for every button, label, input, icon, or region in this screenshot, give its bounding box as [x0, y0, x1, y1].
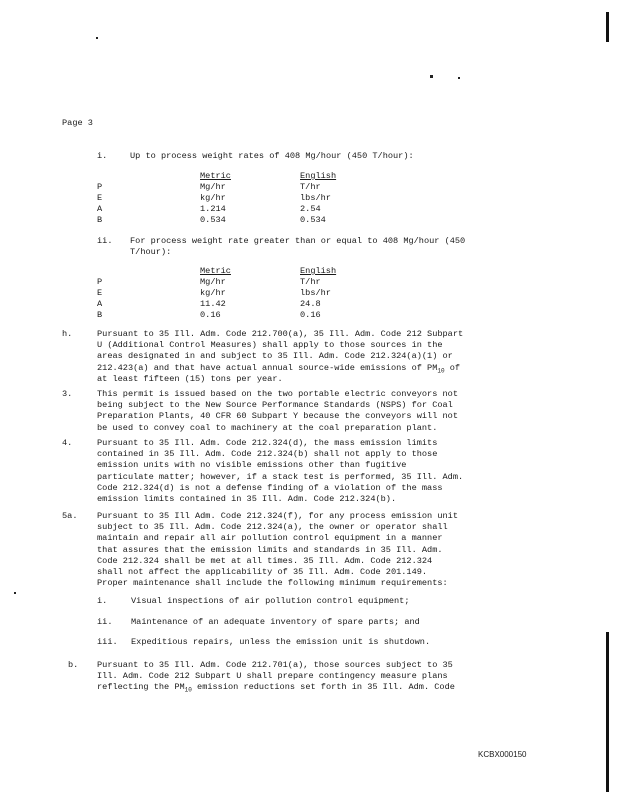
item-ii-line1: For process weight rate greater than or equal to 408 Mg/hour (450	[130, 236, 466, 246]
table-cell-metric: 11.42	[200, 299, 226, 309]
para-line: emission units with no visible emissions other than fugitive	[97, 460, 407, 471]
para-5a-body	[97, 511, 507, 589]
para-line: being subject to the New Source Performance Standards (NSPS) for Coal	[97, 400, 453, 411]
table-cell-english: 24.8	[300, 299, 321, 309]
para-line: be used to convey coal to machinery at the coal preparation plant.	[97, 422, 438, 433]
para-line	[97, 682, 507, 693]
para-line: areas designated in and subject to 35 Ill. Adm. Code 212.324(a)(1) or	[97, 351, 453, 362]
para-line-text: 212.423(a) and that have actual annual source-wide emissions of PM	[97, 362, 438, 373]
para-line: emission limits contained in 35 Ill. Adm. Code 212.324(b).	[97, 494, 397, 505]
para-line: maintain and repair all air pollution control equipment in a manner	[97, 533, 443, 544]
para-b-label: b.	[68, 660, 79, 670]
table-row-label: P	[97, 182, 103, 192]
table-cell-metric: Mg/hr	[200, 182, 226, 192]
table-row-label: E	[97, 193, 103, 203]
para-line: that assures that the emission limits and standards in 35 Ill. Adm.	[97, 544, 443, 555]
item-ii-english-header: English	[300, 266, 337, 276]
para-line: Preparation Plants, 40 CFR 60 Subpart Y because the conveyors will not	[97, 411, 458, 422]
para-line: Pursuant to 35 Ill Adm. Code 212.324(f), for any process emission unit	[97, 511, 458, 521]
pm-subscript: 10	[437, 367, 445, 375]
table-cell-english: T/hr	[300, 277, 321, 287]
para-h-body	[97, 329, 507, 385]
para-line: Code 212.324 shall be met at all times. 35 Ill. Adm. Code 212.324	[97, 555, 433, 566]
item-ii-label: ii.	[97, 236, 113, 246]
para-line: Pursuant to 35 Ill. Adm. Code 212.700(a), 35 Ill. Adm. Code 212 Subpart	[97, 329, 464, 339]
scan-speck	[458, 77, 460, 79]
table-cell-english: lbs/hr	[300, 193, 331, 203]
para-line: Proper maintenance shall include the following minimum requirements:	[97, 578, 448, 589]
table-cell-english: lbs/hr	[300, 288, 331, 298]
para-line: Pursuant to 35 Ill. Adm. Code 212.701(a), those sources subject to 35	[97, 660, 453, 670]
item-i-metric-header: Metric	[200, 171, 231, 181]
table-cell-metric: 0.16	[200, 310, 221, 320]
table-cell-metric: 0.534	[200, 215, 226, 225]
table-cell-metric: kg/hr	[200, 288, 226, 298]
para-line: U (Additional Control Measures) shall apply to those sources in the	[97, 340, 443, 351]
table-row-label: E	[97, 288, 103, 298]
table-cell-english: 0.534	[300, 215, 326, 225]
para-b-body	[97, 660, 507, 694]
para-h-label: h.	[62, 329, 73, 339]
para-3-body	[97, 389, 507, 434]
bates-number: KCBX000150	[478, 750, 527, 759]
table-row-label: A	[97, 204, 103, 214]
table-cell-metric: kg/hr	[200, 193, 226, 203]
subitem-label: i.	[97, 596, 108, 606]
item-ii-metric-header: Metric	[200, 266, 231, 276]
table-cell-metric: 1.214	[200, 204, 226, 214]
para-line: at least fifteen (15) tons per year.	[97, 373, 283, 384]
table-cell-english: 2.54	[300, 204, 321, 214]
item-i-english-header: English	[300, 171, 337, 181]
para-line: shall not affect the applicability of 35 Ill. Adm. Code 201.149.	[97, 567, 428, 578]
page-label: Page 3	[62, 118, 93, 128]
para-line	[97, 363, 507, 374]
scan-speck	[430, 75, 433, 78]
scan-edge-top	[606, 12, 609, 42]
table-row-label: P	[97, 277, 103, 287]
item-i-label: i.	[97, 151, 108, 161]
para-line: subject to 35 Ill. Adm. Code 212.324(a), the owner or operator shall	[97, 522, 448, 533]
para-line-text: reflecting the PM	[97, 682, 185, 693]
para-5a-label: 5a.	[62, 511, 78, 521]
table-row-label: B	[97, 215, 103, 225]
pm-subscript: 10	[184, 687, 192, 695]
para-line-tail: emission reductions set forth in 35 Ill. Adm. Code	[191, 682, 455, 693]
para-4-body	[97, 438, 507, 505]
item-i-text: Up to process weight rates of 408 Mg/hour (450 T/hour):	[130, 151, 414, 161]
subitem-label: ii.	[97, 617, 113, 627]
para-line: Code 212.324(d) is not a defense finding of a violation of the mass	[97, 482, 443, 493]
subitem-label: iii.	[97, 637, 118, 647]
table-row-label: B	[97, 310, 103, 320]
para-line: Ill. Adm. Code 212 Subpart U shall prepare contingency measure plans	[97, 671, 448, 682]
subitem-text: Expeditious repairs, unless the emission unit is shutdown.	[131, 637, 431, 647]
table-cell-english: T/hr	[300, 182, 321, 192]
table-cell-metric: Mg/hr	[200, 277, 226, 287]
scan-speck	[96, 37, 98, 39]
item-ii-line2: T/hour):	[130, 247, 172, 257]
subitem-text: Visual inspections of air pollution control equipment;	[131, 596, 410, 606]
para-3-label: 3.	[62, 389, 73, 399]
table-cell-english: 0.16	[300, 310, 321, 320]
para-4-label: 4.	[62, 438, 73, 448]
scan-edge-bottom	[606, 632, 609, 792]
table-row-label: A	[97, 299, 103, 309]
scan-speck	[14, 592, 16, 594]
para-line: particulate matter; however, if a stack test is performed, 35 Ill. Adm.	[97, 471, 464, 482]
para-line: contained in 35 Ill. Adm. Code 212.324(b) shall not apply to those	[97, 449, 438, 460]
subitem-text: Maintenance of an adequate inventory of spare parts; and	[131, 617, 420, 627]
para-line: This permit is issued based on the two portable electric conveyors not	[97, 389, 458, 399]
para-line-tail: of	[444, 362, 461, 373]
para-line: Pursuant to 35 Ill. Adm. Code 212.324(d), the mass emission limits	[97, 438, 438, 448]
